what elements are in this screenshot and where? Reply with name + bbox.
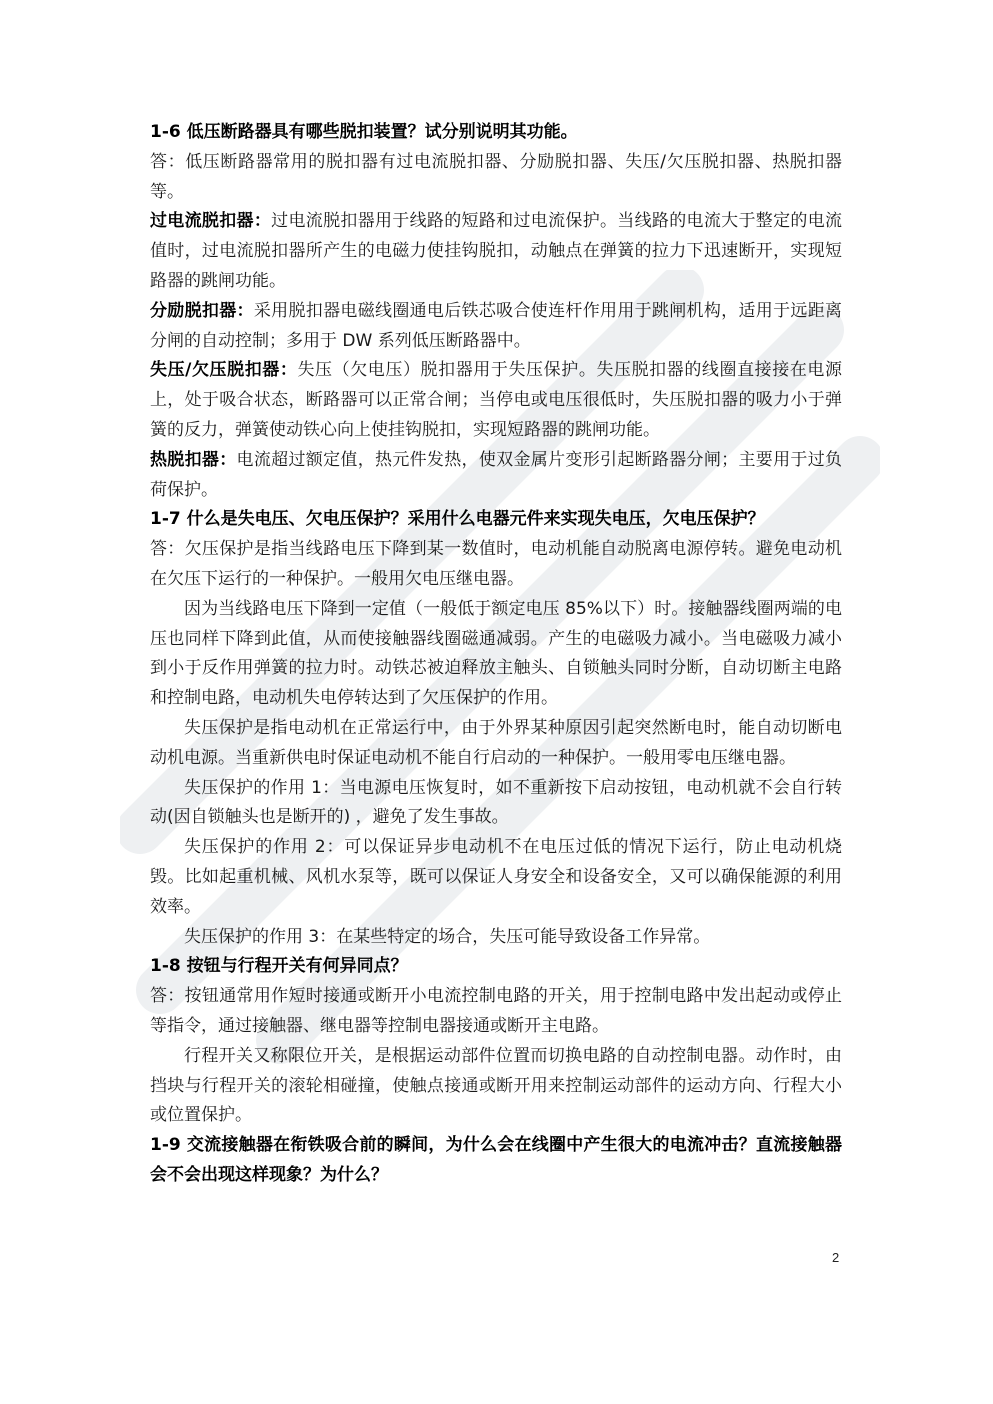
item-thermal-release — [150, 446, 842, 506]
question-1-6-answer: 答：低压断路器常用的脱扣器有过电流脱扣器、分励脱扣器、失压/欠压脱扣器、热脱扣器等。 — [150, 151, 842, 202]
item-label: 热脱扣器： — [150, 449, 237, 470]
question-1-6-title: 1-6 低压断路器具有哪些脱扣装置？试分别说明其功能。 — [150, 122, 578, 142]
item-text: 采用脱扣器电磁线圈通电后铁芯吸合使连杆作用用于跳闸机构，适用于远距离分闸的自动控制；多用于 DW 系列低压断路器中。 — [150, 300, 843, 351]
item-label: 过电流脱扣器： — [150, 211, 272, 232]
paragraph: 失压保护是指电动机在正常运行中，由于外界某种原因引起突然断电时，能自动切断电动机电源。当重新供电时保证电动机不能自行启动的一种保护。一般用零电压继电器。 — [150, 717, 842, 768]
item-undervoltage-release — [150, 356, 842, 445]
paragraph: 行程开关又称限位开关，是根据运动部件位置而切换电路的自动控制电器。动作时，由挡块与行程开关的滚轮相碰撞，使触点接通或断开用来控制运动部件的运动方向、行程大小或位置保护。 — [150, 1045, 842, 1126]
question-1-7-title: 1-7 什么是失电压、欠电压保护？采用什么电器元件来实现失电压，欠电压保护？ — [150, 509, 765, 530]
item-text: 失压（欠电压）脱扣器用于失压保护。失压脱扣器的线圈直接接在电源上，处于吸合状态，断路器可以正常合闸；当停电或电压很低时，失压脱扣器的吸力小于弹簧的反力，弹簧使动铁心向上使挂钩脱扣，实现短路器的跳闸功能。 — [150, 360, 842, 440]
question-1-7-answer: 答：欠压保护是指当线路电压下降到某一数值时，电动机能自动脱离电源停转。避免电动机在欠压下运行的一种保护。一般用欠电压继电器。 — [150, 539, 842, 589]
question-1-9-title: 1-9 交流接触器在衔铁吸合前的瞬间，为什么会在线圈中产生很大的电流冲击？直流接触器会不会出现这样现象？为什么？ — [150, 1135, 842, 1185]
paragraph: 失压保护的作用 1：当电源电压恢复时，如不重新按下启动按钮，电动机就不会自行转动(因自锁触头也是断开的) ，避免了发生事故。 — [150, 777, 842, 828]
paragraph: 失压保护的作用 3：在某些特定的场合，失压可能导致设备工作异常。 — [184, 926, 711, 947]
question-1-8-title: 1-8 按钮与行程开关有何异同点？ — [150, 956, 408, 977]
question-1-8-answer: 答：按钮通常用作短时接通或断开小电流控制电路的开关，用于控制电路中发出起动或停止等指令，通过接触器、继电器等控制电器接通或断开主电路。 — [150, 986, 842, 1036]
paragraph: 失压保护的作用 2：可以保证异步电动机不在电压过低的情况下运行，防止电动机烧毁。比如起重机械、风机水泵等，既可以保证人身安全和设备安全，又可以确保能源的利用效率。 — [150, 837, 842, 917]
paragraph: 因为当线路电压下降到一定值（一般低于额定电压 85%以下）时。接触器线圈两端的电压也同样下降到此值，从而使接触器线圈磁通减弱。产生的电磁吸力减小。当电磁吸力减小到小于反作用弹簧的拉力时。动铁芯被迫释放主触头、自锁触头同时分断，自动切断主电路和控制电路，电动机失电停转达到了欠压保护的作用。 — [150, 598, 842, 709]
item-overcurrent-release — [150, 207, 842, 296]
item-text: 过电流脱扣器用于线路的短路和过电流保护。当线路的电流大于整定的电流值时，过电流脱扣器所产生的电磁力使挂钩脱扣，动触点在弹簧的拉力下迅速断开，实现短路器的跳闸功能。 — [150, 211, 843, 291]
item-shunt-release — [150, 297, 842, 357]
item-label: 分励脱扣器： — [150, 300, 254, 321]
document-content — [150, 118, 842, 1191]
page-number: 2 — [832, 1250, 840, 1265]
item-label: 失压/欠压脱扣器： — [150, 360, 298, 381]
item-text: 电流超过额定值，热元件发热，使双金属片变形引起断路器分闸；主要用于过负荷保护。 — [150, 449, 843, 500]
